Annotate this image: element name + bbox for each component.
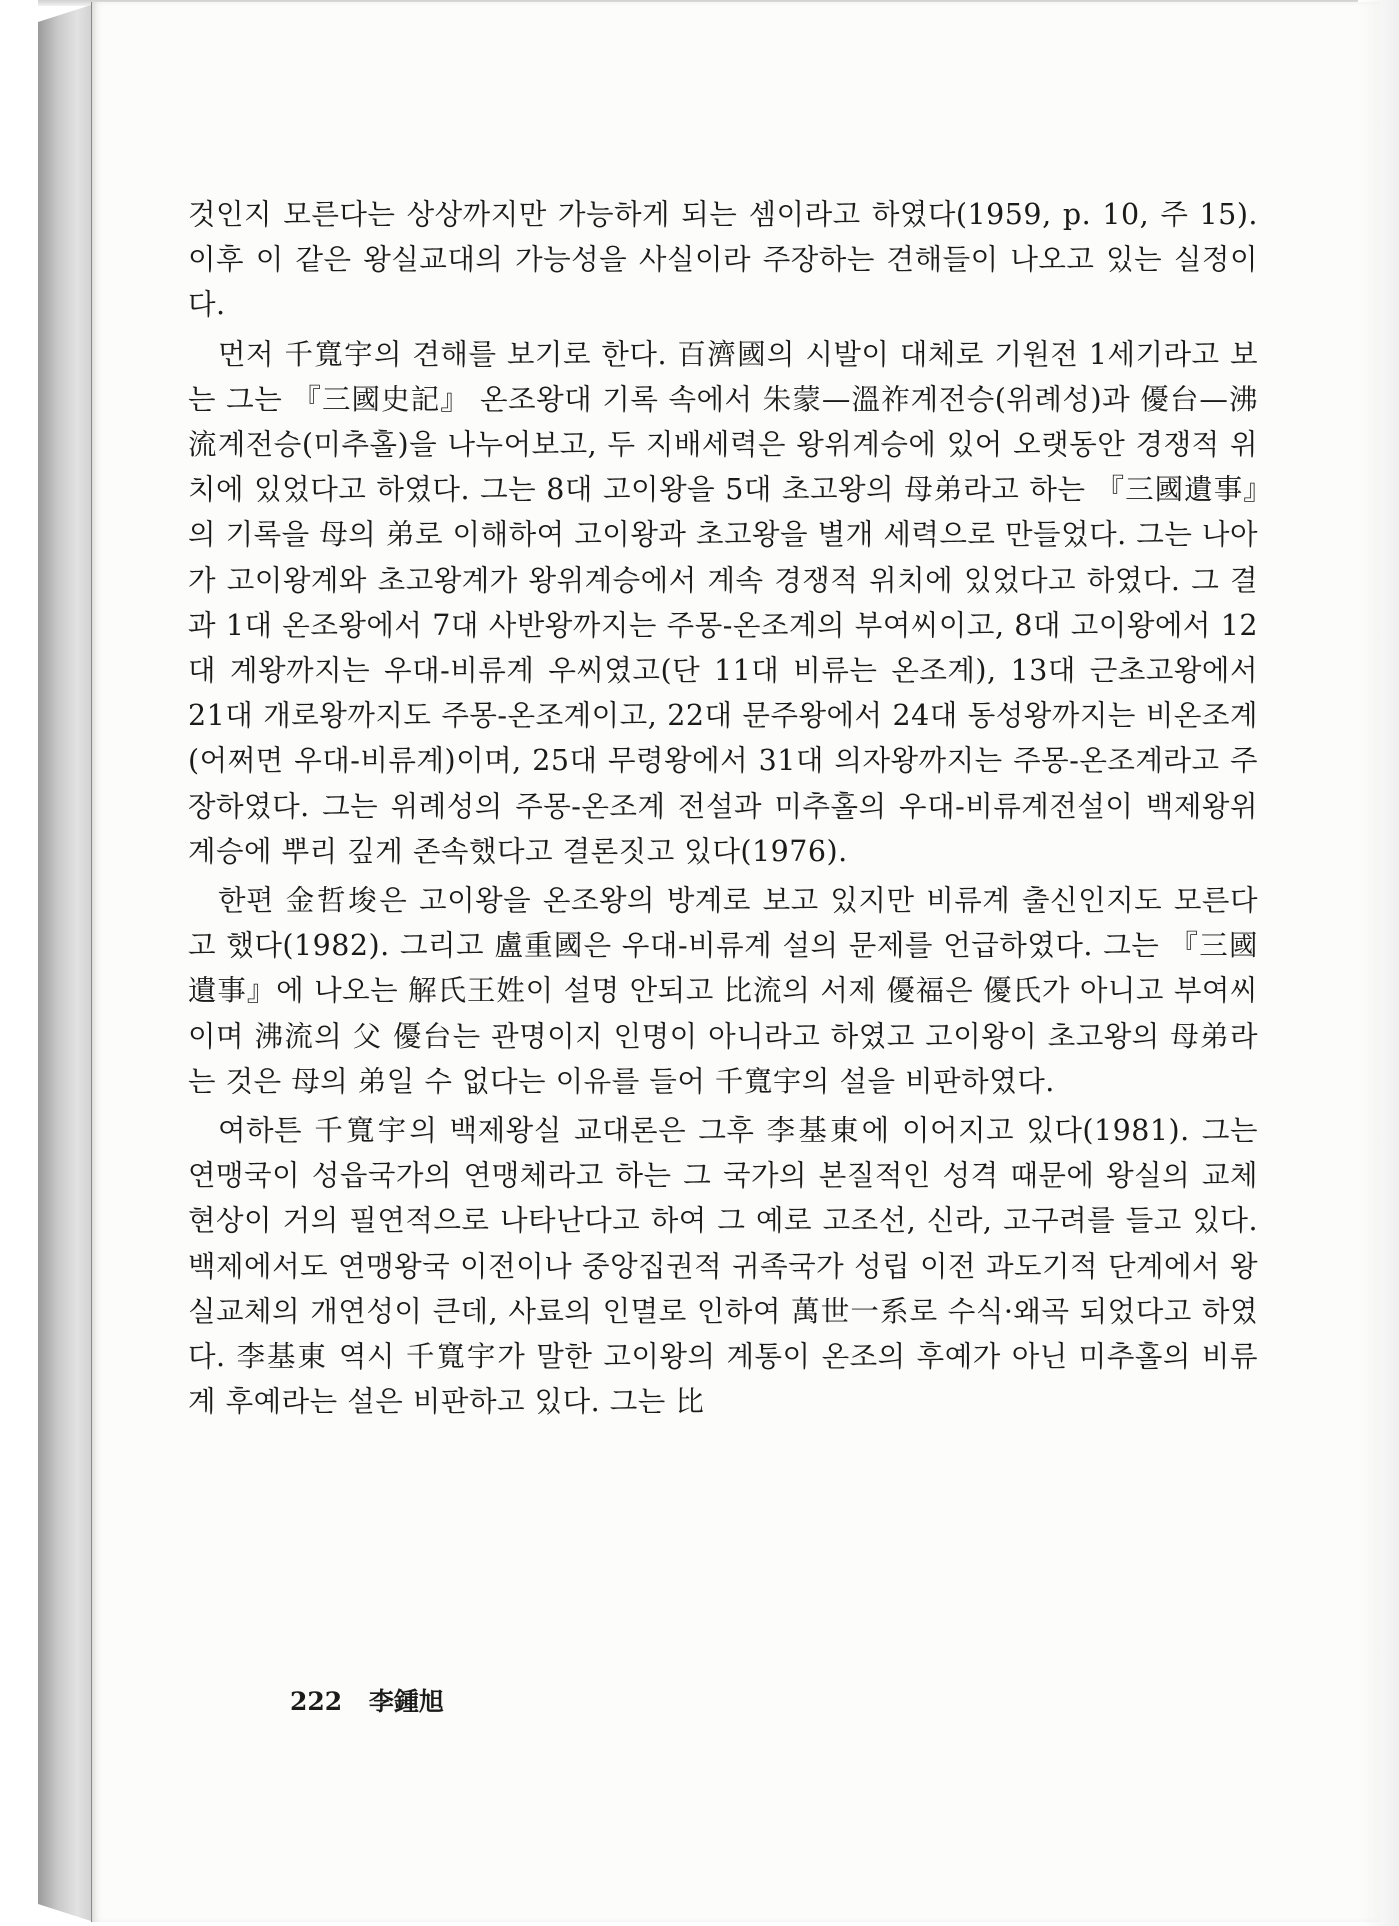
paragraph-4: 여하튼 千寬宇의 백제왕실 교대론은 그후 李基東에 이어지고 있다(1981). 그는 연맹국이 성읍국가의 연맹체라고 하는 그 국가의 본질적인 성격 때문에 왕실의 교체현상이 거의 필연적으로 나타난다고 하여 그 예로 고조선, 신라, 고구려를 들고 있다. 백제에서도 연맹왕국 이전이나 중앙집권적 귀족국가 성립 이전 과도기적 단계에서 왕실교체의 개연성이 큰데, 사료의 인멸로 인하여 萬世一系로 수식·왜곡 되었다고 하였다. 李基東 역시 千寬宇가 말한 고이왕의 계통이 온조의 후예가 아닌 미추홀의 비류계 후예라는 설은 비판하고 있다. 그는 比	[188, 1114, 1258, 1419]
book-spine	[38, 4, 94, 1922]
running-author: 李鍾旭	[368, 1687, 444, 1716]
paragraph-3: 한편 金哲埈은 고이왕을 온조왕의 방계로 보고 있지만 비류계 출신인지도 모른다고 했다(1982). 그리고 盧重國은 우대-비류계 설의 문제를 언급하였다. 그는 『三國遺事』에 나오는 解氏王姓이 설명 안되고 比流의 서제 優福은 優氏가 아니고 부여씨이며 沸流의 父 優台는 관명이지 인명이 아니라고 하였고 고이왕이 초고왕의 母弟라는 것은 母의 弟일 수 없다는 이유를 들어 千寬宇의 설을 비판하였다.	[188, 884, 1258, 1098]
page-number: 222	[290, 1687, 343, 1716]
page-edge-shadow	[1359, 0, 1399, 1926]
page-body	[188, 192, 1258, 1428]
paragraph-2: 먼저 千寬宇의 견해를 보기로 한다. 百濟國의 시발이 대체로 기원전 1세기라고 보는 그는 『三國史記』 온조왕대 기록 속에서 朱蒙—溫祚계전승(위례성)과 優台—沸流계전승(미추홀)을 나누어보고, 두 지배세력은 왕위계승에 있어 오랫동안 경쟁적 위치에 있었다고 하였다. 그는 8대 고이왕을 5대 초고왕의 母弟라고 하는 『三國遺事』의 기록을 母의 弟로 이해하여 고이왕과 초고왕을 별개 세력으로 만들었다. 그는 나아가 고이왕계와 초고왕계가 왕위계승에서 계속 경쟁적 위치에 있었다고 하였다. 그 결과 1대 온조왕에서 7대 사반왕까지는 주몽-온조계의 부여씨이고, 8대 고이왕에서 12대 계왕까지는 우대-비류계 우씨였고(단 11대 비류는 온조계), 13대 근초고왕에서 21대 개로왕까지도 주몽-온조계이고, 22대 문주왕에서 24대 동성왕까지는 비온조계(어쩌면 우대-비류계)이며, 25대 무령왕에서 31대 의자왕까지는 주몽-온조계라고 주장하였다. 그는 위례성의 주몽-온조계 전설과 미추홀의 우대-비류계전설이 백제왕위계승에 뿌리 깊게 존속했다고 결론짓고 있다(1976).	[188, 337, 1258, 868]
page-footer	[290, 1682, 444, 1718]
paragraph-1: 것인지 모른다는 상상까지만 가능하게 되는 셈이라고 하였다(1959, p. 10, 주 15). 이후 이 같은 왕실교대의 가능성을 사실이라 주장하는 견해들이 나오고 있는 실정이다.	[188, 198, 1258, 322]
